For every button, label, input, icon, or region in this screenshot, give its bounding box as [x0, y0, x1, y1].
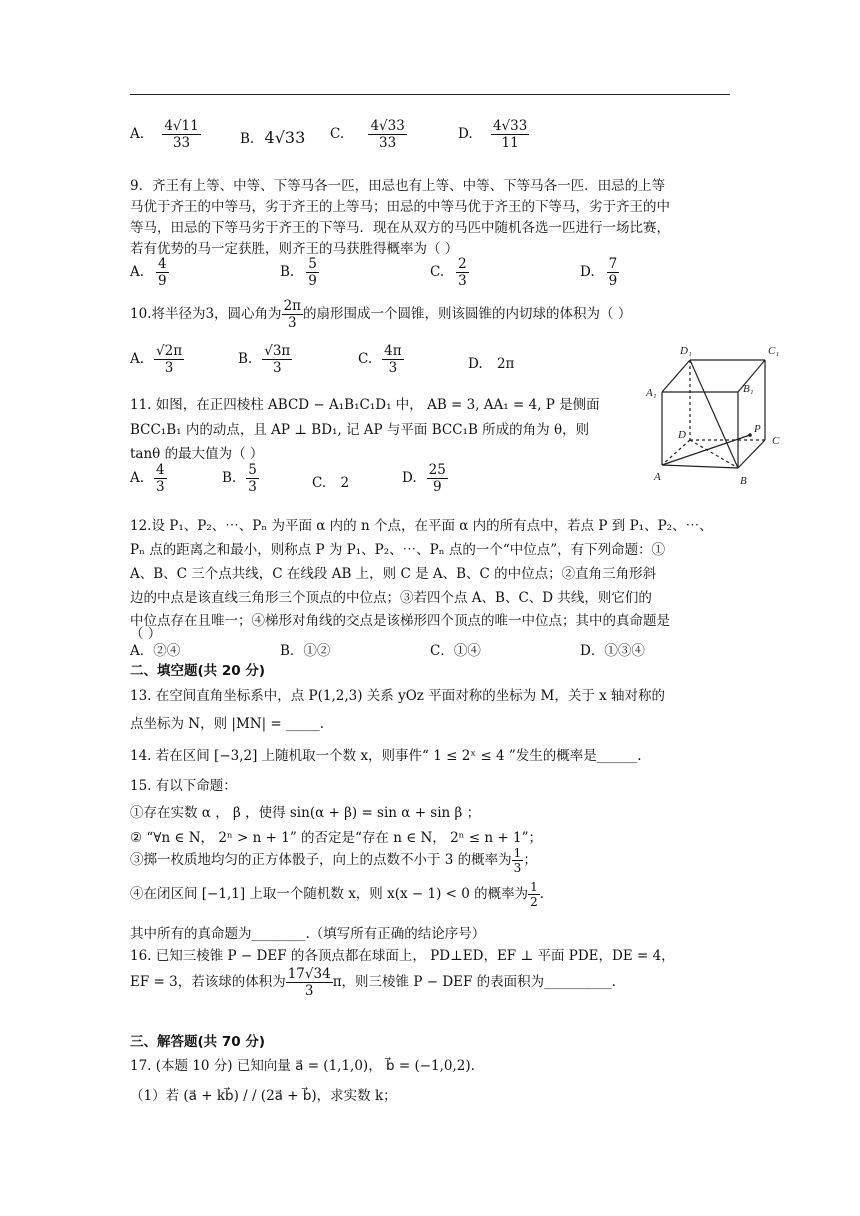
point-p — [748, 433, 752, 437]
q9-option-c: C. $\frac{2}{3}$ — [430, 256, 467, 289]
q15-p3: ③掷一枚质地均匀的正方体骰子，向上的点数不小于 3 的概率为 $\frac{1}{3}$ ； — [130, 846, 537, 875]
q12-line-4: 边的中点是该直线三角形三个顶点的中位点；③若四个点 A、B、C、D 共线，则它们的 — [130, 590, 652, 606]
q9-line-3: 等马，田忌的下等马劣于齐王的下等马．现在从双方的马匹中随机各选一匹进行一场比赛， — [130, 220, 670, 236]
label-d1: D₁ — [680, 345, 692, 357]
q11-option-b: B. $\frac{5}{3}$ — [222, 462, 257, 495]
q8-option-b: B. 4√33 — [240, 128, 306, 147]
q12-line-3: A、B、C 三个点共线，C 在线段 AB 上，则 C 是 A、B、C 的中位点；②直角三角形斜 — [130, 566, 657, 582]
q15-p1: ①存在实数 α ， β ，使得 sin(α + β) = sin α + sin β ； — [130, 805, 481, 821]
q13-line-2: 点坐标为 N，则 |MN| = _____. — [130, 716, 325, 732]
q12-line-6: （ ） — [130, 626, 162, 642]
q12-option-a: A．②④ — [130, 643, 181, 659]
q9-line-4: 若有优势的马一定获胜，则齐王的马获胜得概率为（ ） — [130, 241, 459, 257]
label-a: A — [654, 471, 661, 483]
q9-option-d: D. $\frac{7}{9}$ — [580, 256, 618, 289]
q10-option-a: A. $\frac{√2\pi}{3}$ — [130, 343, 183, 376]
q11-line-3: tanθ 的最大值为（ ） — [130, 446, 264, 462]
prism-figure — [640, 340, 790, 505]
q9-line-1: 9．齐王有上等、中等、下等马各一匹，田忌也有上等、中等、下等马各一匹．田忌的上等 — [130, 178, 666, 194]
q11-option-d: D. $\frac{25}{9}$ — [402, 462, 446, 495]
label-b1: B₁ — [743, 383, 754, 395]
q15-p2: ② “∀n ∈ N， 2ⁿ > n + 1” 的否定是“存在 n ∈ N， 2ⁿ ≤ n + 1”； — [130, 830, 542, 846]
q11-option-a: A. $\frac{4}{3}$ — [130, 462, 165, 495]
label-b: B — [740, 475, 747, 487]
section-3-heading: 三、解答题(共 70 分) — [130, 1034, 266, 1050]
q12-line-5: 中位点存在且唯一；④梯形对角线的交点是该梯形四个顶点的唯一中位点；其中的真命题是 — [130, 613, 670, 629]
q9-option-a: A. $\frac{4}{9}$ — [130, 256, 167, 289]
label-c: C — [772, 435, 780, 447]
q11-line-2: BCC₁B₁ 内的动点，且 AP ⊥ BD₁, 记 AP 与平面 BCC₁B 所成的角为 θ，则 — [130, 422, 590, 438]
q12-option-c: C．①④ — [430, 643, 481, 659]
q8-option-d: D. $\frac{4√33}{11}$ — [458, 118, 528, 151]
q8-option-c: C. $\frac{4√33}{33}$ — [330, 118, 405, 151]
q17-line-2: （1）若 (a⃗ + kb⃗) / / (2a⃗ + b⃗)，求实数 k； — [130, 1088, 397, 1104]
q8-option-a: A. $\frac{4√11}{33}$ — [130, 118, 199, 151]
q12-option-d: D．①③④ — [580, 643, 645, 659]
q10-stem: 10.将半径为3，圆心角为 $\frac{2\pi}{3}$ 的扇形围成一个圆锥，则该圆锥的内切球的体积为（ ） — [130, 298, 632, 331]
q9-option-b: B. $\frac{5}{9}$ — [280, 256, 317, 289]
section-2-heading: 二、填空题(共 20 分) — [130, 663, 266, 679]
q12-option-b: B．①② — [280, 643, 331, 659]
label-d: D — [678, 429, 686, 441]
label-p: P — [754, 423, 761, 435]
q11-option-c: C. 2 — [312, 475, 350, 491]
label-a1: A₁ — [646, 387, 657, 399]
q15-tail: 其中所有的真命题为________.（填写所有正确的结论序号） — [130, 926, 486, 942]
q9-line-2: 马优于齐王的中等马，劣于齐王的上等马；田忌的中等马优于齐王的下等马，劣于齐王的中 — [130, 199, 670, 215]
q15-head: 15. 有以下命题： — [130, 778, 237, 794]
q10-option-b: B. $\frac{√3\pi}{3}$ — [238, 343, 291, 376]
q16-line-1: 16. 已知三棱锥 P − DEF 的各顶点都在球面上， PD⊥ED，EF ⊥ 平面 PDE，DE = 4， — [130, 948, 675, 964]
q10-option-c: C. $\frac{4\pi}{3}$ — [358, 343, 402, 376]
q16-line-2: EF = 3，若该球的体积为 $\frac{17√34}{3}$ π，则三棱锥 P − DEF 的表面积为__________. — [130, 966, 616, 999]
label-c1: C₁ — [768, 345, 780, 357]
q12-line-1: 12.设 P₁、P₂、⋯、Pₙ 为平面 α 内的 n 个点，在平面 α 内的所有点中，若点 P 到 P₁、P₂、⋯、 — [130, 518, 713, 534]
q15-p4: ④在闭区间 [−1,1] 上取一个随机数 x，则 x(x − 1) < 0 的概率为 $\frac{1}{2}$ . — [130, 880, 545, 909]
q12-line-2: Pₙ 点的距离之和最小，则称点 P 为 P₁、P₂、⋯、Pₙ 点的一个“中位点”，有下列命题：① — [130, 542, 666, 558]
q14-stem: 14. 若在区间 [−3,2] 上随机取一个数 x，则事件“ 1 ≤ 2ˣ ≤ 4 ”发生的概率是______. — [130, 748, 642, 764]
q17-line-1: 17. (本题 10 分) 已知向量 a⃗ = (1,1,0)， b⃗ = (−1,0,2). — [130, 1058, 475, 1074]
header-rule — [130, 94, 730, 95]
q13-line-1: 13. 在空间直角坐标系中，点 P(1,2,3) 关系 yOz 平面对称的坐标为 M，关于 x 轴对称的 — [130, 688, 666, 704]
q10-option-d: D. 2π — [468, 356, 515, 372]
q11-line-1: 11. 如图，在正四棱柱 ABCD − A₁B₁C₁D₁ 中， AB = 3, AA₁ = 4, P 是侧面 — [130, 397, 600, 413]
